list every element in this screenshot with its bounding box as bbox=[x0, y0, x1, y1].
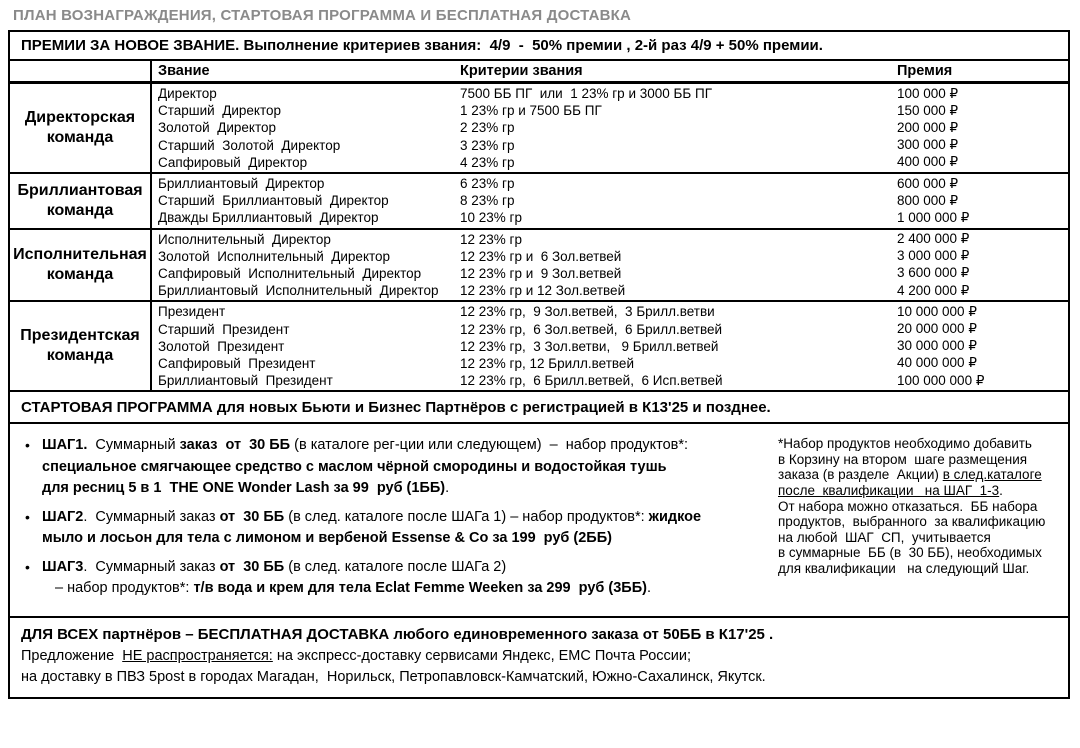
rank-table-header-row bbox=[10, 61, 1068, 84]
free-delivery-section bbox=[10, 618, 1068, 697]
criteria-cell: 2 23% гр bbox=[460, 120, 515, 136]
table-row bbox=[152, 102, 1068, 119]
criteria-cell: 12 23% гр, 6 Зол.ветвей, 6 Брилл.ветвей bbox=[460, 321, 723, 337]
group-rows bbox=[152, 302, 1068, 390]
text-line: на любой ШАГ СП, учитывается bbox=[778, 529, 991, 545]
table-row bbox=[152, 282, 1068, 299]
criteria-cell: 12 23% гр, 6 Брилл.ветвей, 6 Исп.ветвей bbox=[460, 373, 723, 389]
text-line: в суммарные ББ (в 30 ББ), необходимых bbox=[778, 545, 1042, 561]
premium-cell: 400 000 ₽ bbox=[897, 154, 959, 170]
table-row bbox=[152, 248, 1068, 265]
list-item-step3 bbox=[23, 557, 778, 600]
criteria-cell: 8 23% гр bbox=[460, 193, 515, 209]
step2-text bbox=[42, 507, 778, 550]
premium-cell: 3 600 000 ₽ bbox=[897, 265, 970, 281]
premium-cell: 40 000 000 ₽ bbox=[897, 355, 977, 371]
premium-cell: 3 000 000 ₽ bbox=[897, 248, 970, 264]
rank-cell: Сапфировый Президент bbox=[158, 355, 316, 371]
table-row bbox=[152, 209, 1068, 226]
team-name: Президентская команда bbox=[10, 302, 152, 390]
premium-cell: 150 000 ₽ bbox=[897, 102, 959, 118]
table-row bbox=[152, 137, 1068, 154]
premium-cell: 20 000 000 ₽ bbox=[897, 321, 977, 337]
premium-cell: 200 000 ₽ bbox=[897, 119, 959, 135]
rank-cell: Бриллиантовый Исполнительный Директор bbox=[158, 283, 439, 299]
header-cell-premium: Премия bbox=[897, 63, 953, 79]
rank-group-director-team bbox=[10, 84, 1068, 174]
criteria-cell: 12 23% гр и 9 Зол.ветвей bbox=[460, 265, 622, 281]
text-line: *Набор продуктов необходимо добавить bbox=[778, 436, 1032, 452]
text-line: для ресниц 5 в 1 THE ONE Wonder Lash за 99 руб (1ББ). bbox=[42, 480, 450, 497]
rank-cell: Исполнительный Директор bbox=[158, 231, 331, 247]
table-row bbox=[152, 175, 1068, 192]
criteria-cell: 10 23% гр bbox=[460, 210, 522, 226]
header-cell-empty bbox=[10, 61, 152, 81]
table-row bbox=[152, 372, 1068, 389]
text-line: специальное смягчающее средство с маслом чёрной смородины и водостойкая тушь bbox=[42, 458, 667, 475]
rank-group-president-team bbox=[10, 302, 1068, 392]
team-name: Исполнительная команда bbox=[10, 230, 152, 301]
rank-cell: Золотой Директор bbox=[158, 120, 276, 136]
steps-list bbox=[10, 435, 778, 607]
premium-cell: 100 000 ₽ bbox=[897, 85, 959, 101]
header-cell-rank: Звание bbox=[158, 63, 210, 79]
table-row bbox=[152, 303, 1068, 320]
premium-cell: 300 000 ₽ bbox=[897, 137, 959, 153]
rank-cell: Бриллиантовый Директор bbox=[158, 176, 325, 192]
start-program-heading: СТАРТОВАЯ ПРОГРАММА для новых Бьюти и Бизнес Партнёров с регистрацией в К13'25 и позднее. bbox=[10, 392, 1068, 424]
footnote-block bbox=[778, 435, 1060, 607]
criteria-cell: 12 23% гр и 12 Зол.ветвей bbox=[460, 283, 626, 299]
step3-text bbox=[42, 557, 778, 600]
page-title: ПЛАН ВОЗНАГРАЖДЕНИЯ, СТАРТОВАЯ ПРОГРАММА И БЕСПЛАТНАЯ ДОСТАВКА bbox=[13, 7, 632, 24]
list-item-step2 bbox=[23, 507, 778, 550]
criteria-cell: 6 23% гр bbox=[460, 176, 515, 192]
table-row bbox=[152, 154, 1068, 171]
text-line: ШАГ3. Суммарный заказ от 30 ББ (в след. каталоге после ШАГа 2) bbox=[42, 558, 507, 575]
text-line: после квалификации на ШАГ 1-3. bbox=[778, 482, 1003, 498]
table-row bbox=[152, 192, 1068, 209]
rank-cell: Сапфировый Исполнительный Директор bbox=[158, 265, 422, 281]
text-line: в Корзину на втором шаге размещения bbox=[778, 451, 1028, 467]
text-line: заказа (в разделе Акции) в след.каталоге bbox=[778, 467, 1042, 483]
rank-cell: Президент bbox=[158, 304, 226, 320]
bullet-icon: • bbox=[25, 558, 30, 575]
table-row bbox=[152, 265, 1068, 282]
group-rows bbox=[152, 174, 1068, 228]
rank-group-executive-team bbox=[10, 230, 1068, 303]
free-delivery-heading: ДЛЯ ВСЕХ партнёров – БЕСПЛАТНАЯ ДОСТАВКА любого единовременного заказа от 50ББ в К17'25 . bbox=[21, 625, 774, 643]
table-row bbox=[152, 85, 1068, 102]
rank-cell: Золотой Президент bbox=[158, 338, 285, 354]
rank-cell: Золотой Исполнительный Директор bbox=[158, 248, 391, 264]
text-line: на доставку в ПВЗ 5post в городах Магадан, Норильск, Петропавловск-Камчатский, Южно-Сахалинск, Якутск. bbox=[21, 669, 766, 686]
table-row bbox=[152, 338, 1068, 355]
text-line: ШАГ1. Суммарный заказ от 30 ББ (в каталоге рег-ции или следующем) – набор продуктов*: bbox=[42, 437, 689, 454]
header-cell-criteria: Критерии звания bbox=[460, 63, 583, 79]
table-row bbox=[152, 231, 1068, 248]
text-line: продуктов, выбранного за квалификацию bbox=[778, 514, 1046, 530]
criteria-cell: 3 23% гр bbox=[460, 137, 515, 153]
premium-cell: 100 000 000 ₽ bbox=[897, 372, 985, 388]
criteria-cell: 12 23% гр и 6 Зол.ветвей bbox=[460, 248, 622, 264]
table-row bbox=[152, 320, 1068, 337]
text-line: От набора можно отказаться. ББ набора bbox=[778, 498, 1038, 514]
table-row bbox=[152, 355, 1068, 372]
premium-cell: 2 400 000 ₽ bbox=[897, 231, 970, 247]
rank-cell: Сапфировый Директор bbox=[158, 154, 308, 170]
rank-cell: Директор bbox=[158, 86, 217, 102]
rank-cell: Старший Золотой Директор bbox=[158, 137, 341, 153]
team-name: Директорская команда bbox=[10, 84, 152, 172]
rank-group-diamond-team bbox=[10, 174, 1068, 230]
bullet-icon: • bbox=[25, 437, 30, 454]
bullet-icon: • bbox=[25, 508, 30, 525]
premium-cell: 30 000 000 ₽ bbox=[897, 338, 977, 354]
list-item-step1 bbox=[23, 435, 778, 500]
rank-cell: Дважды Бриллиантовый Директор bbox=[158, 210, 379, 226]
rank-cell: Старший Бриллиантовый Директор bbox=[158, 193, 389, 209]
group-rows bbox=[152, 84, 1068, 172]
text-line: – набор продуктов*: т/в вода и крем для тела Eclat Femme Weeken за 299 руб (3ББ). bbox=[55, 580, 651, 597]
start-program-section bbox=[10, 424, 1068, 618]
criteria-cell: 12 23% гр, 9 Зол.ветвей, 3 Брилл.ветви bbox=[460, 304, 715, 320]
criteria-cell: 7500 ББ ПГ или 1 23% гр и 3000 ББ ПГ bbox=[460, 86, 712, 102]
rank-cell: Бриллиантовый Президент bbox=[158, 373, 333, 389]
text-line: мыло и лосьон для тела с лимоном и вербеной Essense & Co за 199 руб (2ББ) bbox=[42, 530, 612, 547]
premii-section-heading: ПРЕМИИ ЗА НОВОЕ ЗВАНИЕ. Выполнение критериев звания: 4/9 - 50% премии , 2-й раз 4/9 + 50% премии. bbox=[10, 32, 1068, 61]
criteria-cell: 12 23% гр, 12 Брилл.ветвей bbox=[460, 355, 634, 371]
team-name: Бриллиантовая команда bbox=[10, 174, 152, 228]
criteria-cell: 4 23% гр bbox=[460, 154, 515, 170]
premium-cell: 10 000 000 ₽ bbox=[897, 303, 977, 319]
premium-cell: 800 000 ₽ bbox=[897, 192, 959, 208]
criteria-cell: 12 23% гр bbox=[460, 231, 522, 247]
premium-cell: 600 000 ₽ bbox=[897, 175, 959, 191]
criteria-cell: 1 23% гр и 7500 ББ ПГ bbox=[460, 103, 602, 119]
text-line: Предложение НЕ распространяется: на экспресс-доставку сервисами Яндекс, ЕМС Почта России; bbox=[21, 647, 692, 664]
premium-cell: 4 200 000 ₽ bbox=[897, 282, 970, 298]
criteria-cell: 12 23% гр, 3 Зол.ветви, 9 Брилл.ветвей bbox=[460, 338, 719, 354]
text-line: для квалификации на следующий Шаг. bbox=[778, 560, 1030, 576]
text-line: ШАГ2. Суммарный заказ от 30 ББ (в след. каталоге после ШАГа 1) – набор продуктов*: жидкое bbox=[42, 508, 702, 525]
rank-cell: Старший Директор bbox=[158, 103, 282, 119]
premium-cell: 1 000 000 ₽ bbox=[897, 209, 970, 225]
rank-cell: Старший Президент bbox=[158, 321, 290, 337]
group-rows bbox=[152, 230, 1068, 301]
main-table bbox=[8, 30, 1070, 699]
table-row bbox=[152, 119, 1068, 136]
step1-text bbox=[42, 435, 778, 500]
